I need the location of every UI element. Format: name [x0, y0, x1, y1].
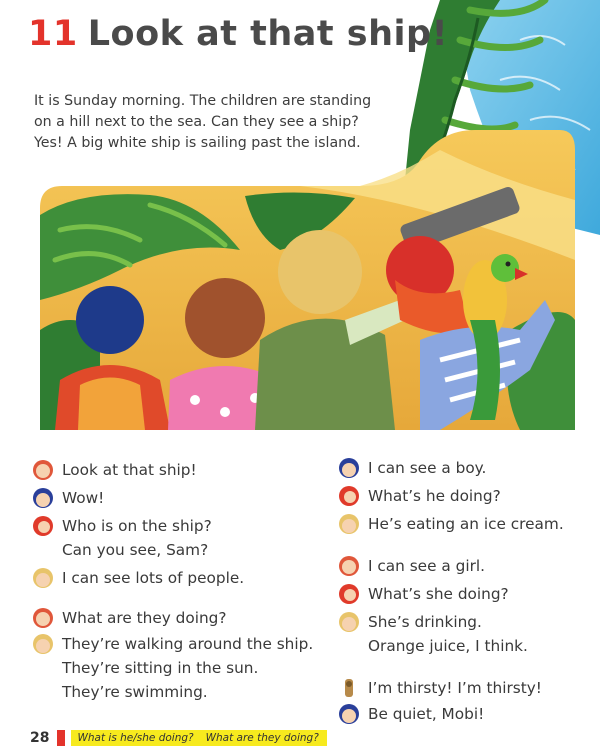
dialogue-line — [368, 484, 564, 508]
sam-face-icon — [32, 567, 54, 589]
girl-face-icon — [338, 555, 360, 577]
dialogue-line — [368, 634, 564, 658]
dialogue-line — [368, 456, 564, 480]
dialogue-text: Can you see, Sam? — [62, 541, 209, 559]
dialogue-line — [62, 632, 313, 656]
dialogue-text: I can see a girl. — [368, 557, 485, 575]
page-footer — [30, 728, 327, 748]
boy-face-icon — [338, 457, 360, 479]
sam-face-icon — [32, 633, 54, 655]
lesson-title-text: Look at that ship! — [87, 14, 449, 54]
dialogue-text: Orange juice, I think. — [368, 637, 528, 655]
dialogue-line — [62, 680, 313, 704]
dialogue-line — [62, 458, 313, 482]
dialogue-column-right — [368, 456, 564, 723]
dialogue-text: I can see a boy. — [368, 459, 487, 477]
page-number: 28 — [30, 730, 50, 746]
language-focus-1: What is he/she doing? — [77, 732, 194, 744]
dialogue-line — [62, 538, 313, 562]
mobi-face-icon — [338, 677, 360, 699]
dialogue-text: What are they doing? — [62, 609, 227, 627]
parrot-face-icon — [338, 485, 360, 507]
dialogue-text: They’re swimming. — [62, 683, 208, 701]
dialogue-line — [62, 486, 313, 510]
intro-paragraph — [34, 91, 404, 154]
dialogue-line — [62, 606, 313, 630]
parrot-face-icon — [338, 583, 360, 605]
dialogue-text: Look at that ship! — [62, 461, 197, 479]
dialogue-text: Who is on the ship? — [62, 517, 212, 535]
dialogue-text: She’s drinking. — [368, 613, 482, 631]
dialogue-line — [62, 514, 313, 538]
dialogue-line — [62, 566, 313, 590]
dialogue-line — [368, 554, 564, 578]
girl-face-icon — [32, 607, 54, 629]
dialogue-line — [368, 702, 564, 726]
dialogue-line — [368, 512, 564, 536]
intro-line: Yes! A big white ship is sailing past the island. — [34, 135, 361, 151]
dialogue-line — [368, 582, 564, 606]
dialogue-line — [368, 676, 564, 700]
parrot-face-icon — [32, 515, 54, 537]
boy-face-icon — [32, 487, 54, 509]
dialogue-text: Wow! — [62, 489, 105, 507]
dialogue-text: They’re walking around the ship. — [62, 635, 314, 653]
dialogue-text: Be quiet, Mobi! — [368, 705, 485, 723]
lesson-number: 11 — [28, 14, 78, 54]
dialogue-text: I can see lots of people. — [62, 569, 245, 587]
intro-line: It is Sunday morning. The children are standing — [34, 93, 372, 109]
boy-face-icon — [338, 703, 360, 725]
footer-red-marker — [57, 730, 65, 746]
dialogue-line — [368, 610, 564, 634]
dialogue-text: They’re sitting in the sun. — [62, 659, 259, 677]
dialogue-line — [62, 656, 313, 680]
dialogue-text: He’s eating an ice cream. — [368, 515, 564, 533]
language-focus-band — [71, 730, 326, 746]
lesson-title — [28, 14, 448, 54]
dialogue-text: What’s he doing? — [368, 487, 501, 505]
dialogue-column-left — [62, 458, 314, 701]
language-focus-2: What are they doing? — [205, 732, 319, 744]
sam-face-icon — [338, 611, 360, 633]
sam-face-icon — [338, 513, 360, 535]
dialogue-text: I’m thirsty! I’m thirsty! — [368, 679, 542, 697]
dialogue-text: What’s she doing? — [368, 585, 509, 603]
intro-line: on a hill next to the sea. Can they see a ship? — [34, 114, 359, 130]
girl-face-icon — [32, 459, 54, 481]
